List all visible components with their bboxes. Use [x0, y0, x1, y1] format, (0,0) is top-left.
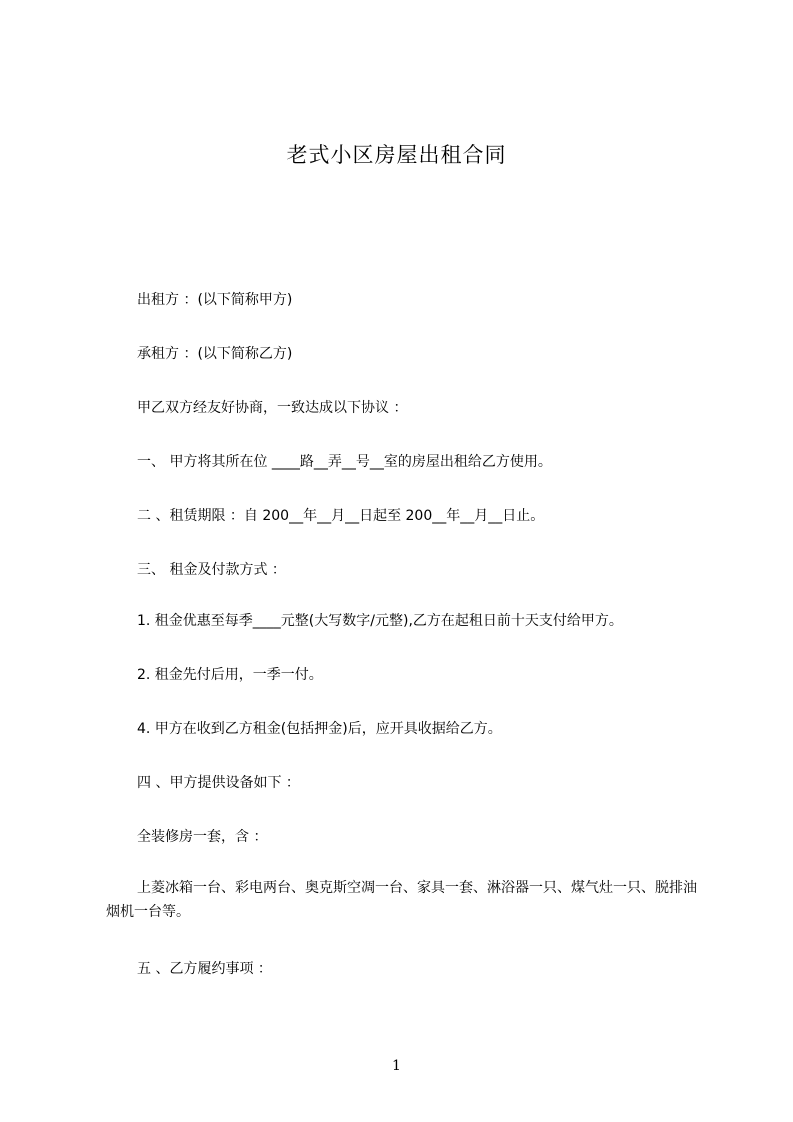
agreement-intro: 甲乙双方经友好协商，一致达成以下协议 ： — [137, 400, 408, 416]
clause-4-heading: 四 、甲方提供设备如下 ： — [137, 775, 300, 791]
clause-1-premises: 一、 甲方将其所在位 ____路__弄__号__室的房屋出租给乙方使用。 — [137, 454, 552, 470]
clause-2-lease-term: 二 、租赁期限 ：自 200__年__月__日起至 200__年__月__日止。 — [137, 508, 545, 524]
clause-5-heading: 五 、乙方履约事项 ： — [137, 961, 272, 977]
party-lessor-line: 出租方 ：(以下简称甲方) — [137, 292, 293, 308]
clause-3-item-1: 1. 租金优惠至每季____元整(大写数字/元整),乙方在起租日前十天支付给甲方。 — [137, 613, 623, 629]
clause-3-heading: 三、 租金及付款方式 ： — [137, 562, 286, 578]
clause-3-item-2: 2. 租金先付后用，一季一付。 — [137, 667, 323, 683]
page-number: 1 — [392, 1058, 401, 1074]
document-title: 老式小区房屋出租合同 — [286, 143, 507, 167]
equipment-list: 上菱冰箱一台、彩电两台、奥克斯空凋一台、家具一套、淋浴器一只、煤气灶一只、脱排油烟机一台等。 — [106, 880, 697, 920]
clause-4-intro: 全装修房一套，含 ： — [137, 829, 268, 845]
party-lessee-line: 承租方 ：(以下简称乙方) — [137, 346, 293, 362]
clause-3-item-4: 4. 甲方在收到乙方租金(包括押金)后，应开具收据给乙方。 — [137, 721, 502, 737]
